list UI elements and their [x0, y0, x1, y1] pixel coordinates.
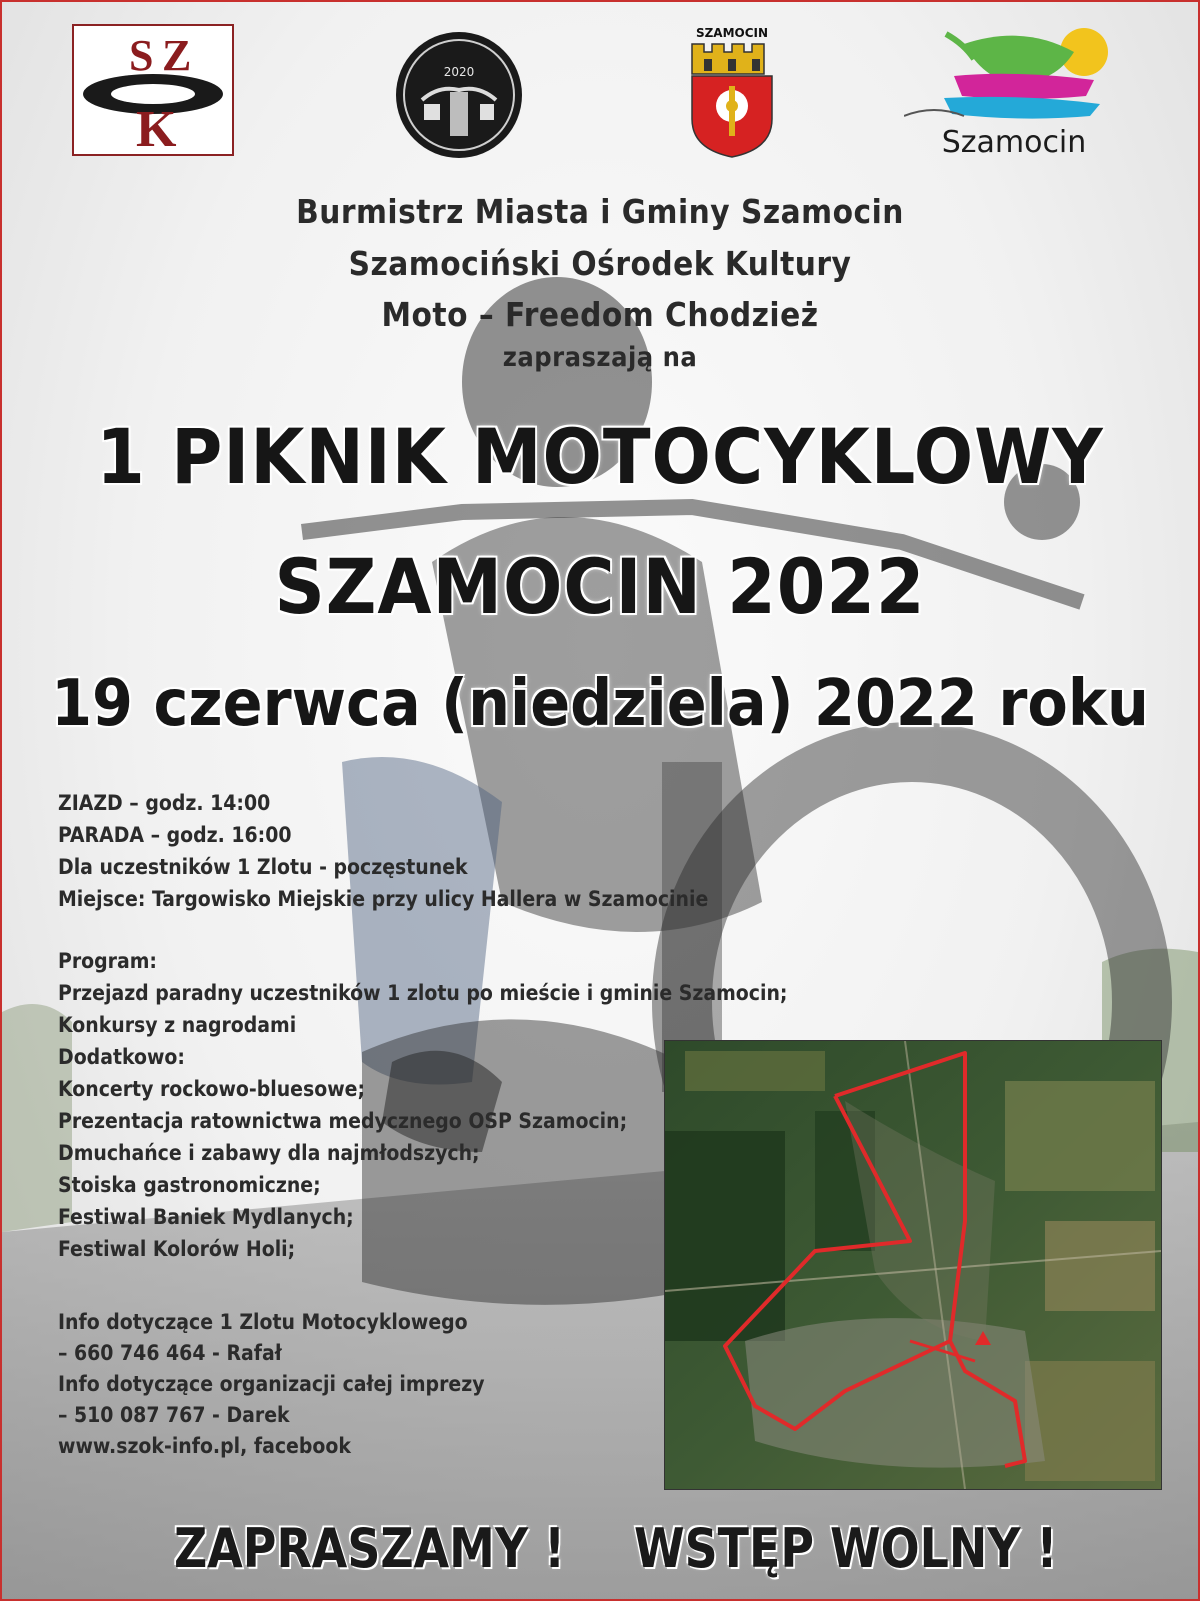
szamocin-town-logo	[904, 24, 1114, 164]
contact-event-label: Info dotyczące organizacji całej imprezy	[58, 1372, 485, 1396]
moto-freedom-badge	[394, 30, 524, 160]
szok-logo	[72, 24, 234, 156]
szok-letter-z: Z	[162, 31, 192, 80]
organizer-line-1: Burmistrz Miasta i Gminy Szamocin	[296, 192, 904, 231]
crest-name: SZAMOCIN	[695, 26, 769, 40]
schedule-block	[58, 787, 708, 915]
szok-letter-o: O	[74, 26, 75, 27]
contact-event-phone: – 510 087 767 - Darek	[58, 1403, 290, 1427]
moto-badge-year: 2020	[443, 65, 475, 79]
schedule-location: Miejsce: Targowisko Miejskie przy ulicy Hallera w Szamocinie	[58, 887, 709, 911]
program-item: Prezentacja ratownictwa medycznego OSP Szamocin;	[58, 1109, 628, 1133]
organizer-line-2: Szamociński Ośrodek Kultury	[348, 244, 852, 283]
event-title-line-2: SZAMOCIN 2022	[274, 542, 926, 631]
szok-letter-s: S	[129, 31, 154, 80]
szok-letter-k: K	[136, 101, 177, 154]
program-additional-heading: Dodatkowo:	[58, 1045, 185, 1069]
schedule-parade: PARADA – godz. 16:00	[58, 823, 292, 847]
program-item: Przejazd paradny uczestników 1 zlotu po mieście i gminie Szamocin;	[58, 981, 788, 1005]
contact-rally-phone: – 660 746 464 - Rafał	[58, 1341, 282, 1365]
schedule-refreshment: Dla uczestników 1 Zlotu - poczęstunek	[58, 855, 468, 879]
program-heading: Program:	[58, 949, 157, 973]
organizer-line-3: Moto – Freedom Chodzież	[381, 295, 819, 334]
contact-website: www.szok-info.pl, facebook	[58, 1434, 351, 1458]
event-date: 19 czerwca (niedziela) 2022 roku	[51, 667, 1149, 741]
schedule-arrival: ZIAZD – godz. 14:00	[58, 791, 271, 815]
footer-free-entry: WSTĘP WOLNY !	[634, 1517, 1058, 1580]
program-item: Konkursy z nagrodami	[58, 1013, 297, 1037]
program-item: Koncerty rockowo-bluesowe;	[58, 1077, 366, 1101]
route-map	[664, 1040, 1162, 1490]
szamocin-crest	[682, 24, 782, 159]
footer-invitation: ZAPRASZAMY !	[174, 1517, 566, 1580]
invitation-line: zapraszają na	[502, 342, 698, 373]
program-item: Festiwal Baniek Mydlanych;	[58, 1205, 354, 1229]
program-item: Festiwal Kolorów Holi;	[58, 1237, 296, 1261]
event-title-line-1: 1 PIKNIK MOTOCYKLOWY	[96, 412, 1104, 501]
contact-rally-label: Info dotyczące 1 Zlotu Motocyklowego	[58, 1310, 468, 1334]
town-logo-text: Szamocin	[941, 125, 1087, 160]
program-item: Dmuchańce i zabawy dla najmłodszych;	[58, 1141, 480, 1165]
contacts-block	[58, 1307, 485, 1462]
program-item: Stoiska gastronomiczne;	[58, 1173, 321, 1197]
